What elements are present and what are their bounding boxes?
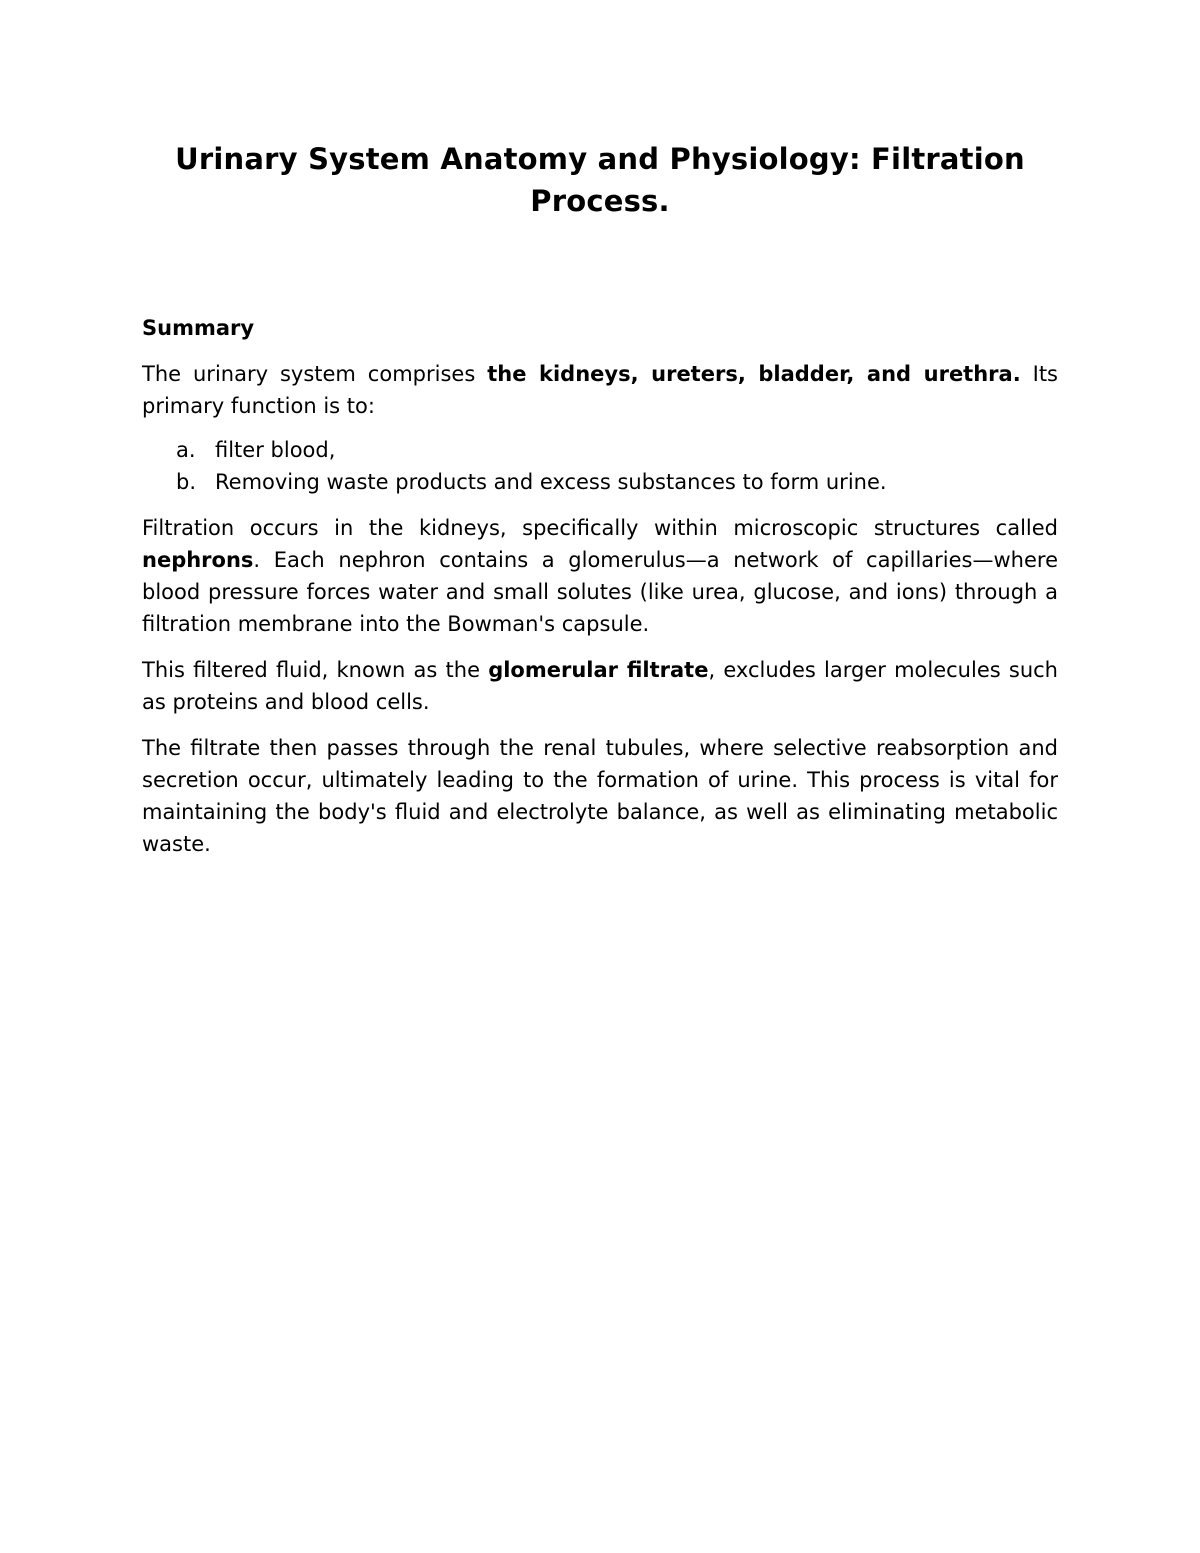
tubules-paragraph: The filtrate then passes through the renal tubules, where selective reabsorption and secretion occur, ultimately leading to the formation of urine. This process is vital for maintaining the body's fluid and electrolyte balance, as well as eliminating metabolic waste. [142,736,1058,856]
filtrate-text-after: , excludes larger molecules such as proteins and blood cells. [142,658,1058,714]
nephrons-text-after: . Each nephron contains a glomerulus—a network of capillaries—where blood pressure forces water and small solutes (like urea, glucose, and ions) through a filtration membrane into the Bowman's capsule. [142,548,1058,636]
section-heading-summary: Summary [142,316,255,340]
nephrons-text-before: Filtration occurs in the kidneys, specifically within microscopic structures called [142,516,1058,540]
document-page [142,138,1058,860]
nephrons-bold-term: nephrons [142,548,254,572]
function-list [142,434,1058,498]
intro-text-after: Its primary function is to: [142,362,1058,418]
list-item [142,434,1058,466]
list-item-text: Removing waste products and excess substances to form urine. [215,470,887,494]
filtrate-paragraph [142,654,1058,718]
intro-paragraph [142,358,1058,422]
list-marker: b. [176,470,197,494]
filtrate-text-before: This filtered fluid, known as the [142,658,489,682]
list-marker: a. [176,438,196,462]
filtrate-bold-term: glomerular filtrate [488,658,709,682]
intro-text-before: The urinary system comprises [142,362,488,386]
list-item-text: filter blood, [215,438,336,462]
document-title: Urinary System Anatomy and Physiology: Filtration Process. [175,142,1025,218]
list-item [142,466,1058,498]
nephrons-paragraph [142,512,1058,640]
intro-bold-organs: the kidneys, ureters, bladder, and urethra. [487,362,1021,386]
